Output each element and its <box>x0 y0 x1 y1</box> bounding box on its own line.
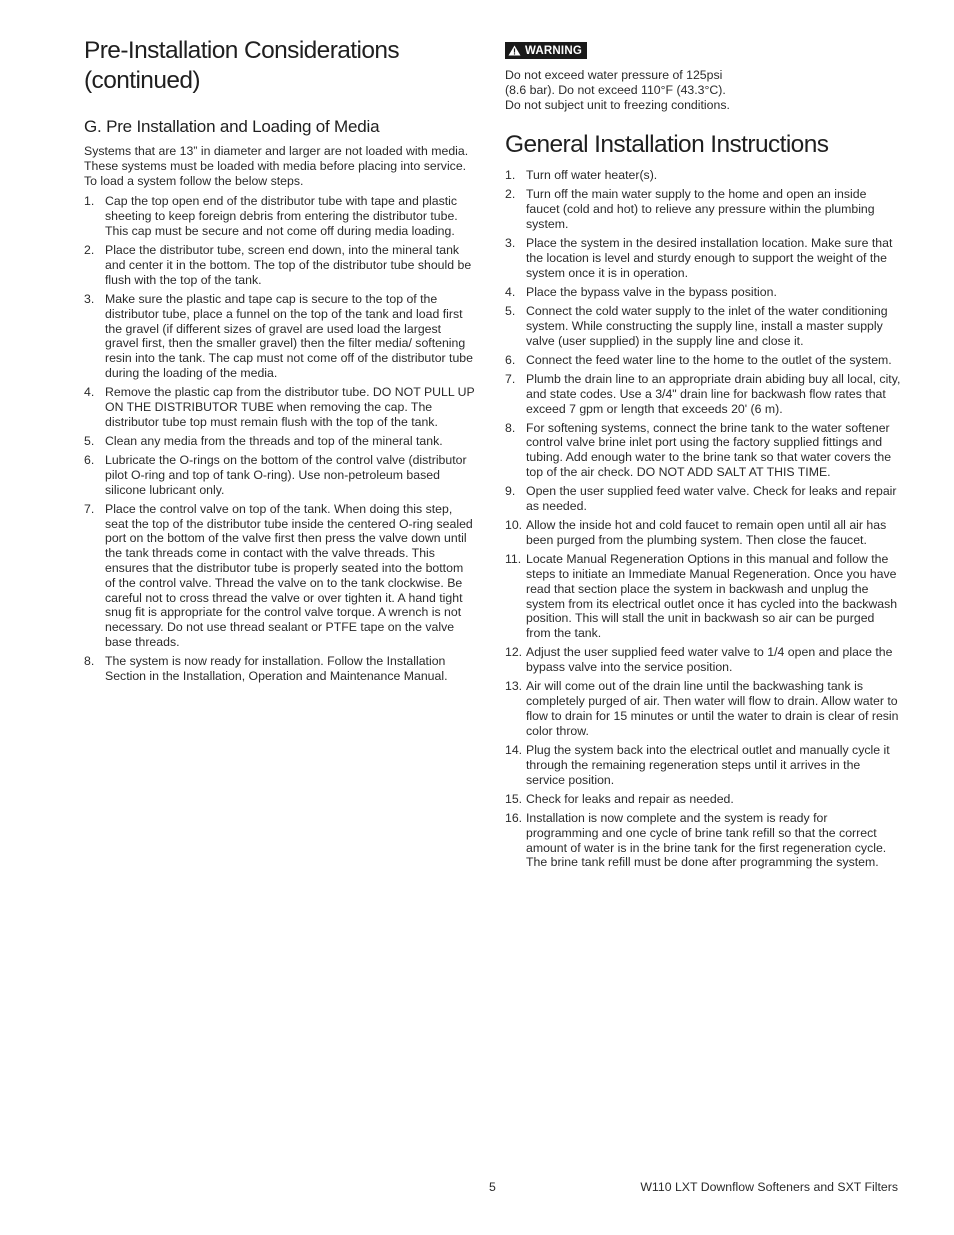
step-number: 8. <box>505 420 516 435</box>
step-number: 3. <box>84 291 95 306</box>
list-item <box>505 372 901 416</box>
list-item <box>505 518 901 548</box>
step-text: Cap the top open end of the distributor tube with tape and plastic sheeting to keep foreign debris from entering the distributor tube. This cap must be secure and not come off during media loading. <box>105 194 458 238</box>
list-item <box>505 304 901 348</box>
step-number: 3. <box>505 235 516 250</box>
list-item <box>505 552 901 641</box>
step-number: 6. <box>84 453 95 468</box>
media-loading-steps <box>84 194 476 683</box>
step-number: 4. <box>84 385 95 400</box>
step-number: 11. <box>505 552 522 567</box>
general-installation-title: General Installation Instructions <box>505 131 829 158</box>
step-text: Installation is now complete and the system is ready for programming and one cycle of brine tank refill so that the correct amount of water is in the brine tank for the first regeneration cycle. The brine tank refill must be done after programming the system. <box>526 810 887 870</box>
intro-paragraph: Systems that are 13” in diameter and larger are not loaded with media. These systems must be loaded with media before placing into service. To load a system follow the below steps. <box>84 144 469 188</box>
list-item <box>505 811 901 870</box>
step-text: Place the control valve on top of the tank. When doing this step, seat the top of the distributor tube inside the centered O-ring sealed port on the bottom of the valve first then press the valve down until the tank threads come in contact with the valve threads. This ensures that the distributor tube is properly seated into the bottom of the control valve. Thread the valve on to the tank clockwise. Be careful not to cross thread the valve or over tighten it. A hand tight snug fit is appropriate for the control valve torque. A wrench is not necessary. Do not use thread sealant or PTFE tape on the valve base threads. <box>105 501 473 650</box>
step-number: 16. <box>505 810 523 825</box>
right-column <box>505 42 901 875</box>
section-subtitle: G. Pre Installation and Loading of Media <box>84 117 380 136</box>
list-item <box>84 243 476 287</box>
step-number: 8. <box>84 654 95 669</box>
warning-text <box>505 68 901 113</box>
page-number: 5 <box>489 1180 496 1194</box>
step-text: Make sure the plastic and tape cap is secure to the top of the distributor tube, place a funnel on the top of the tank and load first the gravel (if different sizes of gravel are used load the largest gravel first, then the smaller gravel) then the filter media/ softening resin into the tank. The cap must not come off of the distributor tube during the loading of the media. <box>105 291 473 380</box>
step-text: Plug the system back into the electrical outlet and manually cycle it through the remaining regeneration steps until it arrives in the service position. <box>526 742 890 787</box>
list-item <box>505 236 901 280</box>
list-item <box>505 484 901 514</box>
step-text: Plumb the drain line to an appropriate drain abiding buy all local, city, and state codes. Use a 3/4" drain line for backwash flow rates that exceed 7 gpm or length that exceeds 20' (6 m). <box>526 371 901 416</box>
step-number: 12. <box>505 645 523 660</box>
step-text: Place the distributor tube, screen end down, into the mineral tank and center it in the bottom. The top of the distributor tube should be flush with the top of the tank. <box>105 243 472 287</box>
step-text: Check for leaks and repair as needed. <box>526 791 734 806</box>
step-text: Remove the plastic cap from the distributor tube. DO NOT PULL UP ON THE DISTRIBUTOR TUBE when removing the cap. The distributor tube top must remain flush with the top of the tank. <box>105 385 475 429</box>
step-text: Air will come out of the drain line until the backwashing tank is completely purged of air. Then water will flow to drain. Allow water to flow to drain for 15 minutes or until the water to drain is clear of resin color throw. <box>526 679 899 738</box>
list-item <box>84 654 476 684</box>
step-number: 6. <box>505 352 516 367</box>
step-text: Locate Manual Regeneration Options in this manual and follow the steps to initiate an Immediate Manual Regeneration. Once you have read that section place the system in backwash and unplug the system from its electrical outlet once it has cycled into the backwash position. This will stall the unit in backwash so air can be purged from the tank. <box>526 552 898 641</box>
step-text: Connect the cold water supply to the inlet of the water conditioning system. While constructing the supply line, install a master supply valve (user supplied) in the supply line and close it. <box>526 303 888 348</box>
step-text: Place the bypass valve in the bypass position. <box>526 284 777 299</box>
step-text: Adjust the user supplied feed water valve to 1/4 open and place the bypass valve into the service position. <box>526 645 893 675</box>
step-number: 15. <box>505 791 523 806</box>
step-number: 10. <box>505 518 523 533</box>
step-number: 4. <box>505 284 516 299</box>
list-item <box>505 792 901 807</box>
list-item <box>505 645 901 675</box>
installation-steps <box>505 168 901 870</box>
warning-badge <box>505 42 587 59</box>
list-item <box>84 502 476 650</box>
step-text: Connect the feed water line to the home to the outlet of the system. <box>526 352 892 367</box>
list-item <box>505 168 901 183</box>
page-title-line1: Pre-Installation Considerations <box>84 37 400 64</box>
step-text: Open the user supplied feed water valve. Check for leaks and repair as needed. <box>526 484 897 514</box>
step-text: Place the system in the desired installation location. Make sure that the location is level and sturdy enough to support the weight of the system once it is in operation. <box>526 235 893 280</box>
step-text: Clean any media from the threads and top of the mineral tank. <box>105 433 443 448</box>
step-number: 7. <box>505 371 516 386</box>
page-title-line2: (continued) <box>84 67 200 94</box>
list-item <box>84 292 476 381</box>
document-title: W110 LXT Downflow Softeners and SXT Filters <box>640 1180 898 1194</box>
step-text: Allow the inside hot and cold faucet to remain open until all air has been purged from the plumbing system. Then close the faucet. <box>526 518 887 548</box>
step-number: 5. <box>84 433 95 448</box>
step-text: Turn off the main water supply to the home and open an inside faucet (cold and hot) to relieve any pressure within the plumbing system. <box>526 187 875 231</box>
step-text: Turn off water heater(s). <box>526 168 658 182</box>
left-column <box>84 36 476 688</box>
step-number: 13. <box>505 679 523 694</box>
list-item <box>84 453 476 497</box>
list-item <box>505 353 901 368</box>
step-number: 2. <box>505 187 516 202</box>
step-number: 14. <box>505 742 523 757</box>
warning-line: Do not subject unit to freezing conditions. <box>505 98 730 112</box>
step-number: 7. <box>84 501 95 516</box>
list-item <box>505 285 901 300</box>
step-number: 5. <box>505 303 516 318</box>
step-text: Lubricate the O-rings on the bottom of the control valve (distributor pilot O-ring and top of tank O-ring). Use non-petroleum based silicone lubricant only. <box>105 453 467 497</box>
warning-line: (8.6 bar). Do not exceed 110°F (43.3°C). <box>505 83 726 97</box>
warning-label: WARNING <box>525 44 582 57</box>
step-number: 9. <box>505 484 516 499</box>
warning-line: Do not exceed water pressure of 125psi <box>505 68 723 82</box>
list-item <box>84 194 476 238</box>
list-item <box>84 385 476 429</box>
step-text: For softening systems, connect the brine tank to the water softener control valve brine inlet port using the factory supplied fittings and tubing. Add enough water to the brine tank so that water covers the top of the air check. DO NOT ADD SALT AT THIS TIME. <box>526 420 892 480</box>
warning-triangle-icon <box>508 45 521 56</box>
page-title <box>84 36 476 96</box>
step-number: 2. <box>84 243 95 258</box>
list-item <box>505 743 901 787</box>
list-item <box>505 421 901 480</box>
list-item <box>505 679 901 738</box>
step-number: 1. <box>505 168 516 182</box>
list-item <box>505 187 901 231</box>
step-text: The system is now ready for installation. Follow the Installation Section in the Installation, Operation and Maintenance Manual. <box>105 654 448 684</box>
step-number: 1. <box>84 194 95 209</box>
list-item <box>84 434 476 449</box>
